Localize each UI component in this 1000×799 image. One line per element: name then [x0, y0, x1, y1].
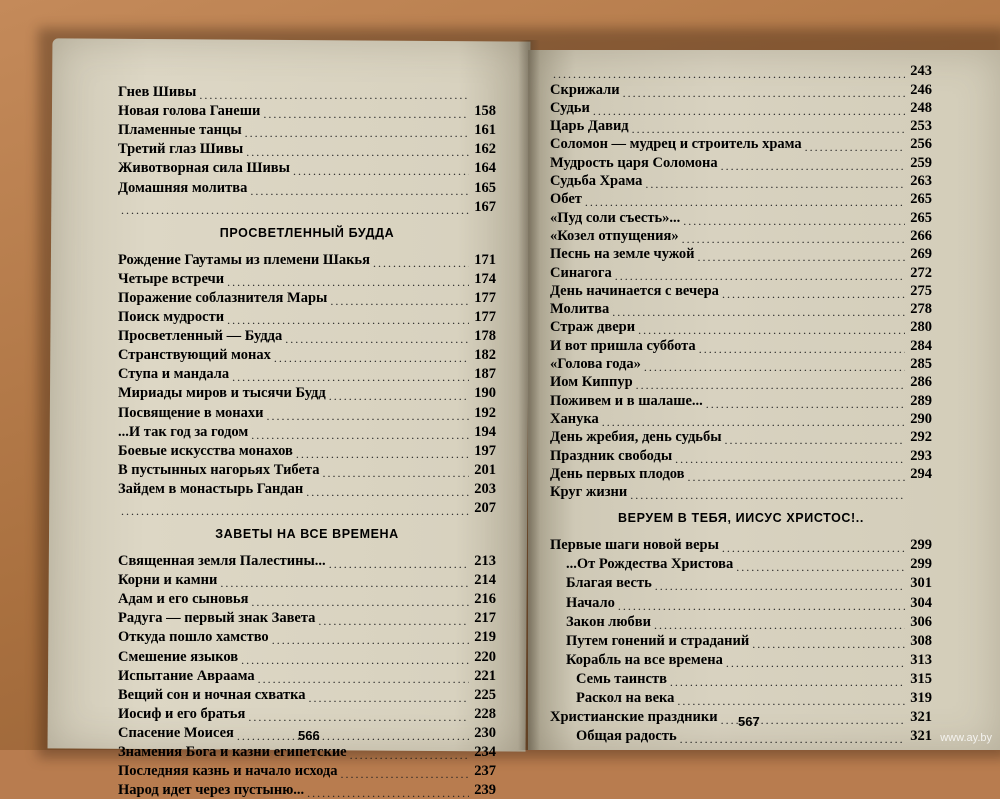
toc-entry-page: 225: [474, 686, 496, 703]
toc-entry-title: «Козел отпущения»: [550, 227, 679, 244]
toc-entry-page: 177: [474, 289, 496, 306]
toc-entry-title: Мудрость царя Соломона: [550, 154, 718, 171]
toc-entry-page: 161: [474, 122, 496, 139]
toc-entry-title: Боевые искусства монахов: [118, 442, 293, 459]
dot-leader: [706, 398, 905, 410]
toc-entry-title: ...От Рождества Христова: [566, 556, 734, 573]
toc-entry-title: Царь Давид: [550, 118, 629, 135]
toc-entry-title: «Голова года»: [550, 356, 641, 373]
toc-entry: [118, 269, 496, 288]
toc-entry: [550, 410, 932, 428]
dot-leader: [199, 89, 469, 101]
toc-entry: [550, 135, 932, 153]
dot-leader: [296, 448, 469, 460]
dot-leader: [309, 692, 469, 704]
toc-entry-title: Круг жизни: [550, 484, 628, 501]
toc-entry: [118, 460, 496, 479]
toc-entry-page: 203: [474, 480, 496, 497]
toc-entry-title: Третий глаз Шивы: [118, 141, 244, 158]
toc-entry-page: 308: [910, 632, 932, 649]
toc-entry-page: 278: [910, 301, 932, 318]
toc-entry: [550, 446, 932, 464]
toc-entry: [118, 570, 496, 589]
toc-entry-title: Корабль на все времена: [566, 651, 723, 668]
toc-entry-title: Путем гонений и страданий: [566, 632, 750, 649]
toc-entry-title: Начало: [566, 594, 615, 611]
toc-entry-page: 239: [474, 782, 496, 799]
toc-entry: [118, 608, 496, 627]
toc-entry-page: 299: [910, 537, 932, 554]
toc-entry: [550, 336, 932, 354]
toc-entry-title: Зайдем в монастырь Гандан: [118, 480, 304, 497]
toc-entry-page: 313: [910, 651, 932, 668]
toc-entry-title: Судьи: [550, 99, 590, 116]
toc-entry-title: Откуда пошло хамство: [118, 629, 269, 646]
toc-entry-title: Семь таинств: [576, 670, 667, 687]
toc-entry-page: 285: [910, 356, 932, 373]
toc-entry: [118, 307, 496, 326]
toc-entry-title: Домашняя молитва: [118, 179, 248, 196]
dot-leader: [593, 105, 905, 117]
dot-leader: [683, 215, 905, 227]
toc-entry-title: Соломон — мудрец и строитель храма: [550, 136, 802, 153]
toc-entry: [118, 551, 496, 570]
section-heading-christ: ВЕРУЕМ В ТЕБЯ, ИИСУС ХРИСТОС!..: [618, 511, 864, 526]
toc-entry: [550, 99, 932, 117]
toc-entry: [550, 227, 932, 245]
dot-leader: [285, 333, 469, 345]
toc-entry: [118, 197, 496, 216]
toc-entry-page: 259: [910, 154, 932, 171]
toc-entry-page: 280: [910, 319, 932, 336]
toc-entry-title: Пламенные танцы: [118, 122, 242, 139]
dot-leader: [241, 654, 469, 666]
toc-entry-title: Синагога: [550, 264, 612, 281]
toc-entry: [118, 780, 496, 799]
toc-entry: [550, 318, 932, 336]
toc-entry-title: Иом Киппур: [550, 374, 633, 391]
dot-leader: [638, 324, 905, 336]
toc-entry-page: 207: [474, 499, 496, 516]
toc-entry: [550, 355, 932, 373]
toc-entry-page: 171: [474, 251, 496, 268]
toc-entry: [118, 479, 496, 498]
toc-entry: [550, 391, 932, 409]
dot-leader: [553, 68, 905, 80]
toc-entry-page: 234: [474, 744, 496, 760]
dot-leader: [585, 196, 905, 208]
toc-entry-page: 294: [910, 465, 932, 482]
toc-entry-page: 165: [474, 179, 496, 196]
toc-entry: [118, 139, 496, 158]
dot-leader: [121, 204, 469, 216]
toc-entry-title: Знамения Бога и казни египетские: [118, 744, 347, 760]
toc-entry-page: 306: [910, 613, 932, 630]
toc-entry: [550, 117, 932, 135]
toc-entry-title: Посвящение в монахи: [118, 404, 264, 421]
toc-entry-page: 182: [474, 347, 496, 364]
toc-entry-page: 221: [474, 667, 496, 684]
toc-entry-page: 214: [474, 572, 496, 589]
toc-entry: [118, 627, 496, 646]
dot-leader: [630, 489, 905, 501]
toc-entry-title: Поживем и в шалаше...: [550, 392, 703, 409]
dot-leader: [699, 343, 905, 355]
toc-entry: [118, 422, 496, 441]
dot-leader: [654, 619, 905, 631]
dot-leader: [632, 123, 905, 135]
toc-entry-title: В пустынных нагорьях Тибета: [118, 461, 320, 478]
toc-entry-page: 266: [910, 227, 932, 244]
toc-entry: [550, 535, 932, 554]
toc-entry-page: 289: [910, 392, 932, 409]
dot-leader: [623, 87, 905, 99]
toc-entry-page: 201: [474, 461, 496, 478]
dot-leader: [645, 178, 905, 190]
toc-entry-title: Народ идет через пустыню...: [118, 782, 305, 799]
toc-entry: [550, 263, 932, 281]
toc-entry-page: 293: [910, 447, 932, 464]
toc-entry: [118, 742, 496, 761]
toc-entry-page: 263: [910, 173, 932, 190]
toc-entry-title: Рождение Гаутамы из племени Шакья: [118, 251, 370, 268]
toc-entry-page: 219: [474, 629, 496, 646]
dot-leader: [220, 577, 469, 589]
toc-entry-title: Четыре встречи: [118, 270, 225, 287]
toc-entry: [118, 441, 496, 460]
toc-entry: [550, 153, 932, 171]
toc-entry: [550, 428, 932, 446]
toc-entry: [118, 288, 496, 307]
dot-leader: [227, 276, 469, 288]
toc-entry: [118, 761, 496, 780]
toc-entry-title: День начинается с вечера: [550, 282, 719, 299]
dot-leader: [618, 600, 905, 612]
toc-entry-title: Раскол на века: [576, 689, 675, 706]
dot-leader: [682, 233, 905, 245]
toc-entry-title: Судьба Храма: [550, 173, 643, 190]
toc-entry-title: И вот пришла суббота: [550, 337, 696, 354]
toc-entry: [550, 669, 932, 688]
toc-entry-page: 213: [474, 553, 496, 570]
dot-leader: [644, 361, 905, 373]
toc-entry-page: 177: [474, 309, 496, 326]
toc-entry: [118, 158, 496, 177]
toc-entry-page: 253: [910, 118, 932, 135]
dot-leader: [725, 434, 905, 446]
dot-leader: [805, 141, 905, 153]
toc-entry: [118, 364, 496, 383]
toc-entry-page: 216: [474, 591, 496, 608]
toc-entry-title: Иосиф и его братья: [118, 705, 246, 722]
toc-entry-page: 284: [910, 337, 932, 354]
dot-leader: [248, 711, 469, 723]
toc-entry-page: 217: [474, 610, 496, 627]
dot-leader: [121, 505, 469, 517]
dot-leader: [245, 127, 469, 139]
toc-entry: [550, 483, 932, 501]
toc-entry: [118, 82, 496, 101]
toc-entry-page: 243: [910, 63, 932, 80]
toc-entry-title: Закон любви: [566, 613, 651, 630]
dot-leader: [251, 596, 469, 608]
dot-leader: [318, 615, 469, 627]
toc-entry-title: Спасение Моисея: [118, 724, 234, 741]
toc-entry: [550, 373, 932, 391]
toc-entry-title: День жребия, день судьбы: [550, 429, 722, 446]
toc-entry-page: 292: [910, 429, 932, 446]
toc-entry-title: Благая весть: [566, 575, 652, 592]
dot-leader: [250, 185, 469, 197]
toc-entry-page: 315: [910, 670, 932, 687]
dot-leader: [680, 733, 905, 745]
toc-entry: [118, 402, 496, 421]
dot-leader: [677, 695, 905, 707]
dot-leader: [655, 580, 905, 592]
toc-entry: [118, 589, 496, 608]
toc-entry: [550, 465, 932, 483]
toc-entry: [550, 80, 932, 98]
dot-leader: [329, 558, 469, 570]
toc-entry-page: 190: [474, 385, 496, 402]
dot-leader: [726, 657, 905, 669]
toc-entry-title: Общая радость: [576, 728, 677, 745]
dot-leader: [721, 160, 905, 172]
toc-entry-page: 319: [910, 689, 932, 706]
toc-entry-title: Смешение языков: [118, 648, 239, 665]
dot-leader: [602, 416, 905, 428]
dot-leader: [698, 251, 905, 263]
dot-leader: [306, 486, 469, 498]
toc-entry-title: Праздник свободы: [550, 447, 673, 464]
toc-entry: [550, 612, 932, 631]
dot-leader: [272, 634, 469, 646]
toc-entry-title: Ступа и мандала: [118, 366, 230, 383]
toc-entry-title: Испытание Авраама: [118, 667, 255, 684]
right-toc: [550, 62, 932, 745]
toc-entry-page: 178: [474, 328, 496, 345]
toc-entry-page: 174: [474, 270, 496, 287]
toc-entry: [550, 190, 932, 208]
toc-entry-title: Обет: [550, 191, 582, 208]
left-toc: [118, 82, 496, 799]
toc-entry-page: 164: [474, 160, 496, 177]
toc-entry-page: 192: [474, 404, 496, 421]
toc-entry-page: 162: [474, 141, 496, 158]
dot-leader: [237, 730, 469, 742]
toc-entry-title: Поиск мудрости: [118, 309, 225, 326]
toc-entry-title: Вещий сон и ночная схватка: [118, 686, 306, 703]
section-heading-buddha: ПРОСВЕТЛЕННЫЙ БУДДА: [219, 225, 395, 240]
toc-entry-title: Поражение соблазнителя Мары: [118, 289, 328, 306]
toc-entry: [118, 101, 496, 120]
toc-entry-page: 275: [910, 282, 932, 299]
toc-entry: [550, 300, 932, 318]
toc-entry-title: Молитва: [550, 301, 610, 318]
toc-entry: [550, 282, 932, 300]
toc-entry-page: 228: [474, 705, 496, 722]
dot-leader: [722, 542, 905, 554]
toc-entry-title: Последняя казнь и начало исхода: [118, 763, 338, 780]
toc-entry-title: Скрижали: [550, 81, 620, 98]
toc-entry-page: 304: [910, 594, 932, 611]
toc-entry: [550, 62, 932, 80]
toc-entry-title: Животворная сила Шивы: [118, 160, 290, 177]
toc-entry-page: 187: [474, 366, 496, 383]
dot-leader: [263, 108, 469, 120]
dot-leader: [688, 471, 906, 483]
toc-entry-title: Мириады миров и тысячи Будд: [118, 385, 326, 402]
toc-entry-page: 265: [910, 209, 932, 226]
toc-entry: [118, 685, 496, 704]
toc-entry: [118, 250, 496, 269]
dot-leader: [258, 673, 469, 685]
toc-entry: [550, 208, 932, 226]
toc-entry-title: Страж двери: [550, 319, 636, 336]
toc-entry-page: 248: [910, 99, 932, 116]
toc-entry-page: 269: [910, 246, 932, 263]
dot-leader: [615, 270, 905, 282]
toc-entry-title: Корни и камни: [118, 572, 218, 589]
dot-leader: [251, 429, 469, 441]
toc-entry: [118, 383, 496, 402]
section-heading-covenants: ЗАВЕТЫ НА ВСЕ ВРЕМЕНА: [215, 526, 399, 541]
toc-entry-title: Песнь на земле чужой: [550, 246, 695, 263]
toc-entry: [550, 631, 932, 650]
toc-entry-page: 194: [474, 423, 496, 440]
toc-entry-title: Первые шаги новой веры: [550, 537, 719, 554]
dot-leader: [612, 306, 905, 318]
toc-entry: [550, 592, 932, 611]
dot-leader: [752, 638, 905, 650]
toc-entry: [118, 646, 496, 665]
dot-leader: [307, 787, 469, 799]
toc-entry-page: 246: [910, 81, 932, 98]
toc-entry-page: 321: [910, 709, 932, 726]
toc-entry-title: Христианские праздники: [550, 709, 718, 726]
toc-entry-page: 301: [910, 575, 932, 592]
toc-entry-page: 265: [910, 191, 932, 208]
toc-entry-title: Ханука: [550, 410, 599, 427]
dot-leader: [274, 352, 469, 364]
toc-entry: [118, 120, 496, 139]
dot-leader: [670, 676, 905, 688]
toc-entry-page: 230: [474, 724, 496, 741]
dot-leader: [329, 390, 469, 402]
dot-leader: [636, 379, 905, 391]
toc-entry-page: 197: [474, 442, 496, 459]
dot-leader: [232, 371, 469, 383]
toc-entry: [550, 172, 932, 190]
toc-entry-title: Странствующий монах: [118, 347, 271, 364]
toc-entry: [118, 666, 496, 685]
toc-entry-title: Новая голова Ганеши: [118, 103, 261, 120]
toc-entry-page: 321: [910, 728, 932, 745]
toc-entry-title: ...И так год за годом: [118, 423, 249, 440]
toc-entry-title: Просветленный — Будда: [118, 328, 283, 345]
toc-entry-page: 158: [474, 103, 496, 120]
toc-entry: [118, 704, 496, 723]
toc-entry-title: День первых плодов: [550, 465, 685, 482]
dot-leader: [736, 561, 905, 573]
toc-entry: [118, 177, 496, 196]
dot-leader: [373, 257, 469, 269]
toc-entry: [550, 573, 932, 592]
dot-leader: [246, 146, 469, 158]
toc-entry-page: 256: [910, 136, 932, 153]
dot-leader: [322, 467, 469, 479]
dot-leader: [675, 453, 905, 465]
dot-leader: [293, 165, 469, 177]
toc-entry-page: 237: [474, 763, 496, 780]
toc-entry: [550, 688, 932, 707]
toc-entry: [550, 650, 932, 669]
toc-entry-page: 220: [474, 648, 496, 665]
dot-leader: [350, 749, 469, 761]
dot-leader: [341, 768, 470, 780]
toc-entry-title: Гнев Шивы: [118, 84, 197, 101]
toc-entry-page: 286: [910, 374, 932, 391]
toc-entry: [118, 498, 496, 517]
toc-entry: [118, 326, 496, 345]
dot-leader: [227, 314, 469, 326]
dot-leader: [267, 410, 470, 422]
toc-entry-page: 167: [474, 198, 496, 215]
toc-entry-page: 290: [910, 410, 932, 427]
left-page-number: 566: [298, 728, 320, 743]
toc-entry-title: Адам и его сыновья: [118, 591, 249, 608]
toc-entry-title: Радуга — первый знак Завета: [118, 610, 316, 627]
toc-entry-page: 299: [910, 556, 932, 573]
dot-leader: [722, 288, 905, 300]
book-gutter: [518, 40, 540, 750]
toc-entry-title: Священная земля Палестины...: [118, 553, 326, 570]
watermark: www.ay.by: [940, 732, 992, 744]
toc-entry: [550, 554, 932, 573]
right-page-number: 567: [738, 714, 760, 729]
dot-leader: [330, 295, 469, 307]
toc-entry: [550, 245, 932, 263]
toc-entry: [118, 345, 496, 364]
toc-entry-title: «Пуд соли съесть»...: [550, 209, 681, 226]
toc-entry-page: 272: [910, 264, 932, 281]
